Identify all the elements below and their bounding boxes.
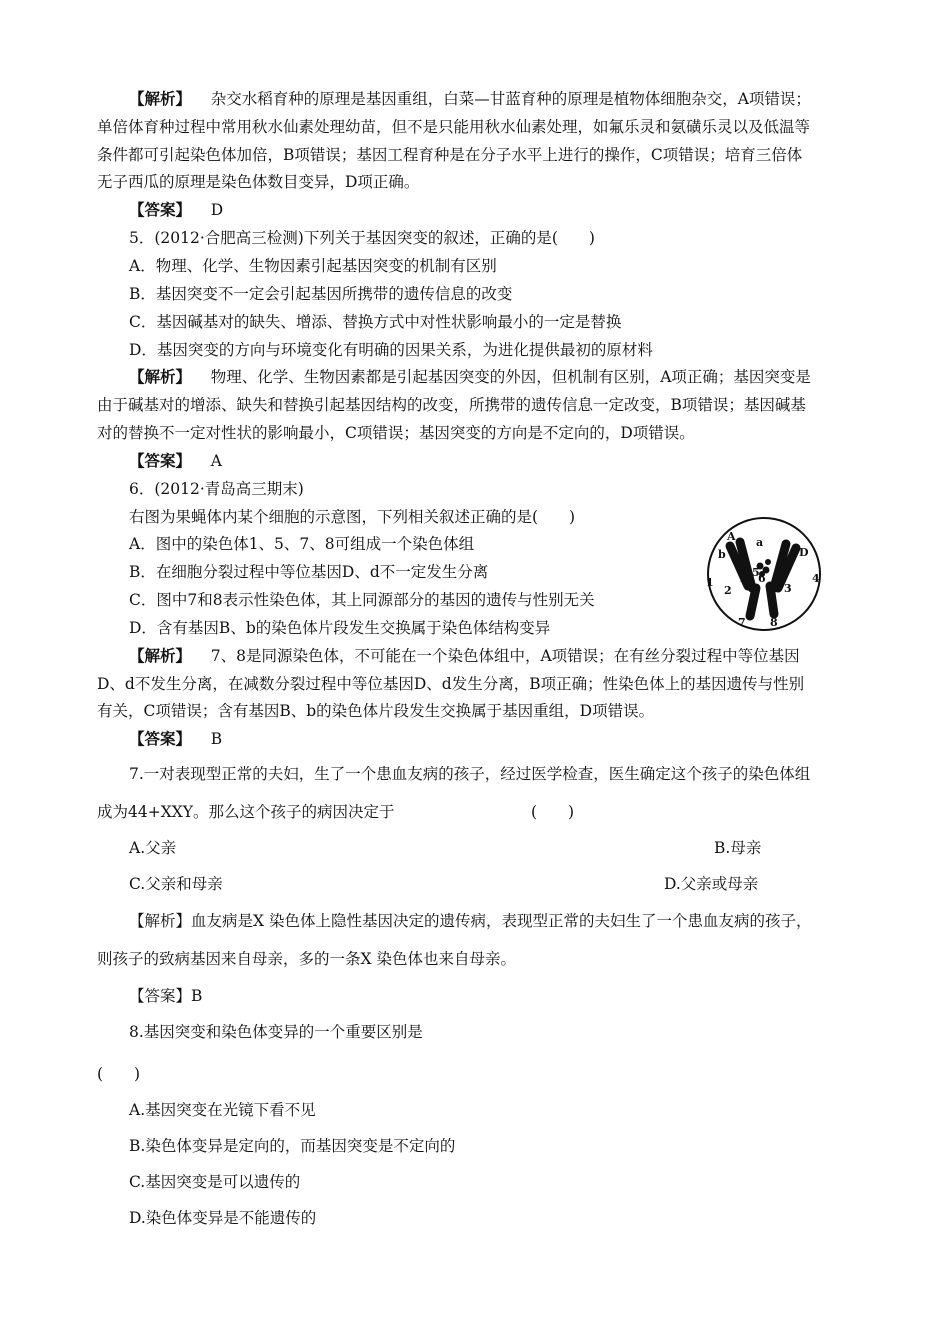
chromosome-7 — [750, 588, 756, 616]
q5-explain-line-2: 由于碱基对的增添、缺失和替换引起基因结构的改变，所携带的遗传信息一定改变，B项错误；基因碱基 — [97, 396, 806, 414]
q6-intro: 右图为果蝇体内某个细胞的示意图，下列相关叙述正确的是( ) — [129, 508, 576, 526]
cell-chromosome-diagram — [700, 516, 828, 632]
explain-text: 物理、化学、生物因素都是引起基因突变的外因，但机制有区别，A项正确；基因突变是 — [210, 368, 811, 386]
label-6: 6 — [758, 572, 766, 585]
q6-option-d: D．含有基因B、b的染色体片段发生交换属于染色体结构变异 — [129, 619, 551, 637]
label-8: 8 — [770, 616, 778, 629]
label-5: 5 — [752, 566, 760, 579]
label-a: a — [756, 536, 764, 549]
q8-option-b: B.染色体变异是定向的，而基因突变是不定向的 — [129, 1137, 456, 1155]
q7-option-c: C.父亲和母亲 — [129, 875, 223, 893]
q7-answer-paren: ( ) — [531, 803, 575, 821]
label-4: 4 — [812, 572, 820, 585]
q5-option-c: C．基因碱基对的缺失、增添、替换方式中对性状影响最小的一定是替换 — [129, 313, 622, 331]
q7-explain-line-2: 则孩子的致病基因来自母亲，多的一条X 染色体也来自母亲。 — [97, 950, 516, 968]
q7-option-d: D.父亲或母亲 — [664, 875, 759, 893]
explain-text: 7、8是同源染色体，不可能在一个染色体组中，A项错误；在有丝分裂过程中等位基因 — [210, 647, 800, 665]
q7-stem-line-1: 7.一对表现型正常的夫妇，生了一个患血友病的孩子，经过医学检查，医生确定这个孩子的染色体组 — [129, 765, 811, 783]
label-7: 7 — [738, 616, 746, 629]
q5-option-a: A．物理、化学、生物因素引起基因突变的机制有区别 — [129, 257, 497, 275]
q4-explain-line-4: 无子西瓜的原理是染色体数目变异，D项正确。 — [97, 173, 420, 191]
q6-option-b: B．在细胞分裂过程中等位基因D、d不一定发生分离 — [129, 563, 489, 581]
answer-tag: 【答案】 — [129, 730, 192, 748]
q5-explain-line-3: 对的替换不一定对性状的影响最小，C项错误；基因突变的方向是不定向的，D项错误。 — [97, 424, 695, 442]
q6-stem: 6．(2012·青岛高三期末) — [129, 480, 304, 498]
explain-tag: 【解析】 — [129, 368, 192, 386]
q5-option-b: B．基因突变不一定会引起基因所携带的遗传信息的改变 — [129, 285, 513, 303]
q8-option-d: D.染色体变异是不能遗传的 — [129, 1209, 317, 1227]
explain-tag: 【解析】 — [129, 90, 192, 108]
label-B: B — [740, 572, 750, 585]
label-d: d — [779, 552, 787, 565]
label-D: D — [799, 546, 809, 559]
chromosome-8 — [770, 586, 774, 614]
explain-tag: 【解析】 — [129, 647, 192, 665]
q4-explain-line-2: 单倍体育种过程中常用秋水仙素处理幼苗，但不是只能用秋水仙素处理，如氟乐灵和氨磺乐灵以及低温等 — [97, 118, 811, 136]
q5-stem: 5．(2012·合肥高三检测)下列关于基因突变的叙述，正确的是( ) — [129, 229, 595, 247]
q6-option-c: C．图中7和8表示性染色体，其上同源部分的基因的遗传与性别无关 — [129, 591, 595, 609]
q8-stem: 8.基因突变和染色体变异的一个重要区别是 — [129, 1023, 423, 1041]
answer-value: B — [210, 730, 223, 748]
label-1: 1 — [706, 576, 714, 589]
q4-explain-line-3: 条件都可引起染色体加倍，B项错误；基因工程育种是在分子水平上进行的操作，C项错误；培育三倍体 — [97, 146, 803, 164]
q6-explain-line-1 — [129, 645, 800, 667]
label-2: 2 — [724, 584, 732, 597]
q8-option-a: A.基因突变在光镜下看不见 — [129, 1101, 316, 1119]
q8-answer-paren: ( ) — [97, 1065, 141, 1083]
q6-option-a: A．图中的染色体1、5、7、8可组成一个染色体组 — [129, 535, 475, 553]
q7-answer: 【答案】B — [129, 987, 203, 1005]
label-3: 3 — [784, 582, 792, 595]
q4-explain-line-1 — [129, 88, 811, 110]
label-b: b — [718, 548, 726, 561]
q4-answer — [129, 199, 223, 221]
explain-text: 杂交水稻育种的原理是基因重组，白菜—甘蓝育种的原理是植物体细胞杂交，A项错误； — [210, 90, 811, 108]
q5-explain-line-1 — [129, 366, 811, 388]
q8-option-c: C.基因突变是可以遗传的 — [129, 1173, 301, 1191]
answer-value: D — [210, 201, 224, 219]
chromosome-6-sister — [765, 559, 771, 565]
q7-option-a: A.父亲 — [129, 839, 177, 857]
q7-stem-line-2: 成为44+XXY。那么这个孩子的病因决定于 — [97, 803, 395, 821]
q6-answer — [129, 728, 222, 750]
q5-answer — [129, 450, 222, 472]
answer-tag: 【答案】 — [129, 201, 192, 219]
answer-value: A — [210, 452, 222, 470]
q6-explain-line-2: D、d不发生分离，在减数分裂过程中等位基因D、d发生分离，B项正确；性染色体上的基因遗传与性别 — [97, 675, 805, 693]
q7-option-b: B.母亲 — [714, 839, 762, 857]
q7-explain-line-1: 【解析】血友病是X 染色体上隐性基因决定的遗传病，表现型正常的夫妇生了一个患血友病的孩子， — [129, 912, 812, 930]
answer-tag: 【答案】 — [129, 452, 192, 470]
q6-explain-line-3: 有关，C项错误；含有基因B、b的染色体片段发生交换属于基因重组，D项错误。 — [97, 702, 655, 720]
q5-option-d: D．基因突变的方向与环境变化有明确的因果关系，为进化提供最初的原材料 — [129, 341, 653, 359]
label-A: A — [727, 530, 736, 543]
